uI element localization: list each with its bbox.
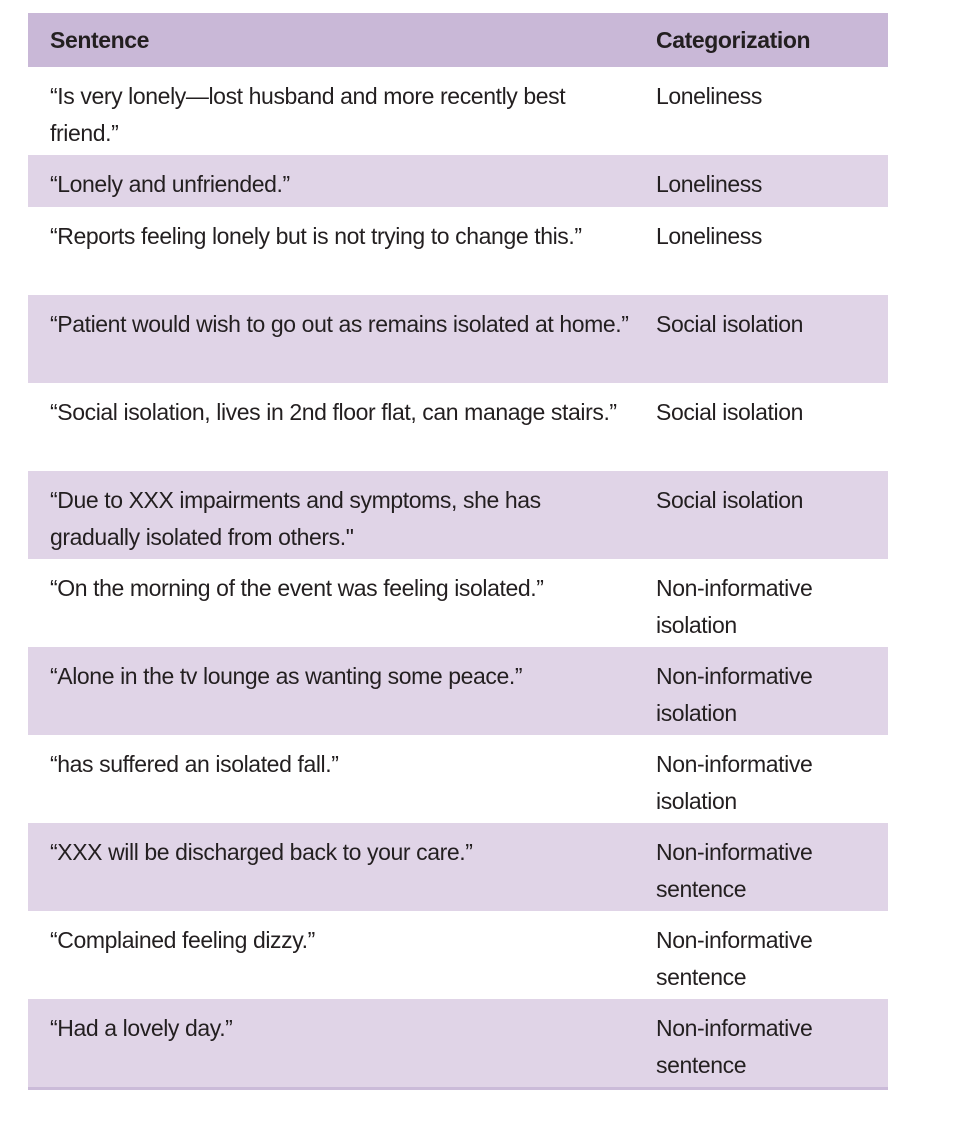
table-row — [28, 559, 888, 647]
category-cell: Social isolation — [634, 471, 888, 559]
table-row — [28, 647, 888, 735]
sentence-cell: “Alone in the tv lounge as wanting some peace.” — [28, 647, 634, 735]
table-row — [28, 999, 888, 1089]
table-row — [28, 67, 888, 155]
sentence-cell: “XXX will be discharged back to your care.” — [28, 823, 634, 911]
category-cell: Non-informative sentence — [656, 927, 813, 990]
category-cell: Non-informative isolation — [656, 575, 813, 638]
category-cell: Loneliness — [656, 223, 762, 249]
table-row — [28, 207, 888, 295]
sentence-cell: “Reports feeling lonely but is not trying to change this.” — [50, 223, 582, 249]
table-row — [28, 295, 888, 383]
category-cell: Non-informative isolation — [656, 751, 813, 814]
category-cell: Social isolation — [634, 295, 888, 383]
sentence-cell: “On the morning of the event was feeling isolated.” — [50, 575, 544, 601]
sentence-cell: “Due to XXX impairments and symptoms, she has gradually isolated from others." — [28, 471, 634, 559]
category-cell: Loneliness — [656, 83, 762, 109]
category-cell: Social isolation — [656, 399, 804, 425]
category-cell: Loneliness — [634, 155, 888, 207]
table-header-row — [28, 13, 888, 67]
sentence-cell: “Lonely and unfriended.” — [28, 155, 634, 207]
category-cell: Non-informative isolation — [634, 647, 888, 735]
table-row — [28, 383, 888, 471]
table-row — [28, 735, 888, 823]
sentence-cell: “Complained feeling dizzy.” — [50, 927, 315, 953]
table-row — [28, 471, 888, 559]
sentence-cell: “has suffered an isolated fall.” — [50, 751, 339, 777]
sentence-cell: “Patient would wish to go out as remains isolated at home.” — [28, 295, 634, 383]
sentence-cell: “Had a lovely day.” — [28, 999, 634, 1089]
header-sentence: Sentence — [28, 13, 634, 67]
table-row — [28, 155, 888, 207]
sentence-cell: “Social isolation, lives in 2nd floor flat, can manage stairs.” — [50, 399, 617, 425]
table-row — [28, 823, 888, 911]
category-cell: Non-informative sentence — [634, 999, 888, 1089]
table-row — [28, 911, 888, 999]
categorization-table — [28, 13, 888, 1090]
header-categorization: Categorization — [634, 13, 888, 67]
category-cell: Non-informative sentence — [634, 823, 888, 911]
sentence-cell: “Is very lonely—lost husband and more recently best friend.” — [50, 83, 566, 146]
